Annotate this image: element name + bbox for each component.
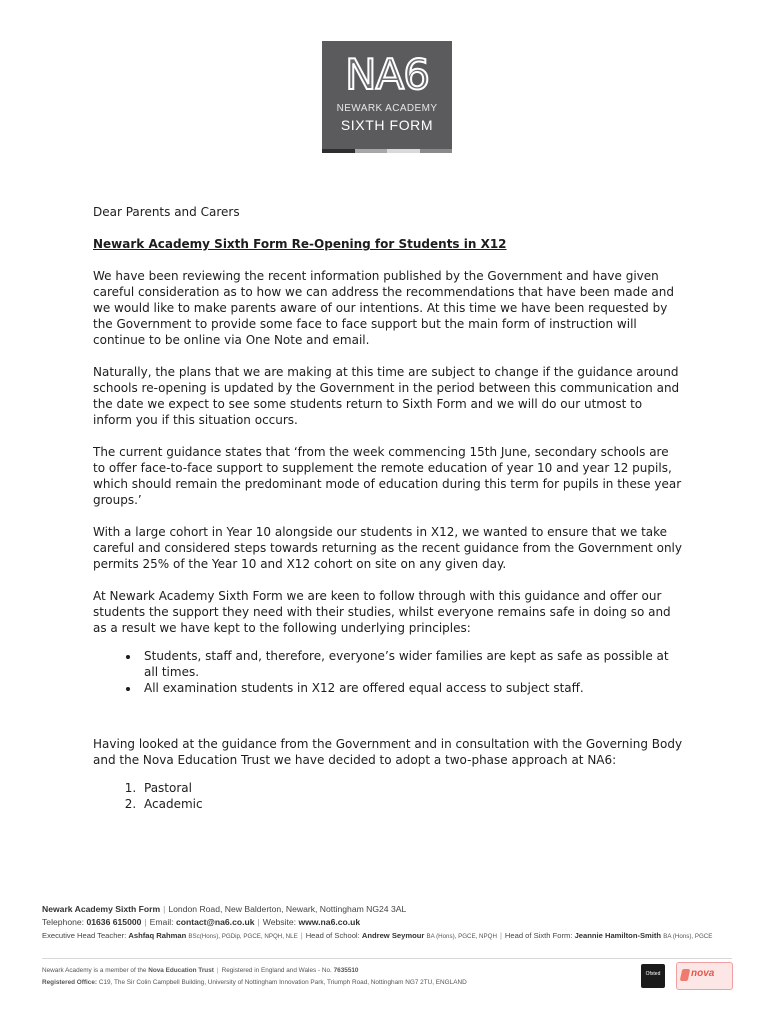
footer-staff-line: Executive Head Teacher: Ashfaq Rahman BSc(Hons), PGDip, PGCE, NPQH, NLE | Head of School: Andrew Seymour BA (Hons), PGCE, NPQH | Head of Sixth Form: Jeannie Hamilton-Smith BA (Hons), PGCE <box>42 931 713 940</box>
list-item: • Students, staff and, therefore, everyone’s wider families are kept as safe as possible at all times. <box>140 648 683 680</box>
office-address: C19, The Sir Colin Campbell Building, University of Nottingham Innovation Park, Triumph Road, Nottingham NG7 2TU, ENGLAND <box>98 979 467 986</box>
sixth-quals: BA (Hons), PGCE <box>663 933 713 940</box>
paragraph: At Newark Academy Sixth Form we are keen to follow through with this guidance and offer our students the support they need with their studies, whilst everyone remains safe in doing so and as a result we have kept to the following underlying principles: <box>93 589 671 635</box>
ofsted-badge <box>641 964 665 988</box>
paragraph: Naturally, the plans that we are making at this time are subject to change if the guidance around schools re-opening is updated by the Government in the period between this communication and the date we expect to see some students return to Sixth Form and we will do our utmost to inform you if this situation occurs. <box>93 365 680 427</box>
sixth-name: Jeannie Hamilton-Smith <box>574 931 662 940</box>
member-text: Newark Academy is a member of the <box>42 967 147 974</box>
footer-registration <box>42 965 632 989</box>
logo-mark: NA6 <box>345 50 429 99</box>
paragraph: We have been reviewing the recent information published by the Government and have given careful consideration as to how we can address the recommendations that have been made and we would like to make parents aware of our intentions. At this time we have been requested by the Government to provide some face to face support but the main form of instruction will continue to be online via One Note and email. <box>93 269 674 347</box>
exec-name: Ashfaq Rahman <box>128 931 187 940</box>
exec-quals: BSc(Hons), PGDip, PGCE, NPQH, NLE <box>188 933 298 940</box>
footer-address: London Road, New Balderton, Newark, Nottingham NG24 3AL <box>168 904 407 914</box>
website-label: Website: <box>262 917 297 927</box>
salutation: Dear Parents and Carers <box>93 205 240 219</box>
head-name: Andrew Seymour <box>361 931 425 940</box>
telephone: 01636 615000 <box>86 917 142 927</box>
registration-number: 7635510 <box>333 967 359 974</box>
head-label: Head of School: <box>305 931 360 940</box>
logo-bar <box>355 149 388 153</box>
footer-member-line: Newark Academy is a member of the Nova Education Trust | Registered in England and Wales - No. 7635510 <box>42 967 359 974</box>
exec-label: Executive Head Teacher: <box>42 931 127 940</box>
email-link[interactable]: contact@na6.co.uk <box>175 917 255 927</box>
list-item: • All examination students in X12 are offered equal access to subject staff. <box>140 680 683 696</box>
na6-logo <box>322 41 452 153</box>
member-trust: Nova Education Trust <box>148 967 214 974</box>
principles-list <box>93 648 683 696</box>
footer-contact-line: Telephone: 01636 615000 | Email: contact@na6.co.uk | Website: www.na6.co.uk <box>42 917 361 927</box>
logo-line-2: SIXTH FORM <box>340 117 434 133</box>
ofsted-label: Ofsted <box>645 971 661 977</box>
footer-org-name: Newark Academy Sixth Form <box>42 904 161 914</box>
nova-trust-logo <box>676 962 733 990</box>
nova-icon <box>680 969 691 981</box>
sixth-label: Head of Sixth Form: <box>504 931 573 940</box>
list-item: 2. Academic <box>140 796 683 812</box>
phases-list <box>93 780 683 812</box>
nova-label: nova <box>691 968 715 979</box>
logo-color-bars <box>322 149 452 153</box>
paragraph: The current guidance states that ‘from the week commencing 15th June, secondary schools are to offer face-to-face support to supplement the remote education of year 10 and year 12 pupils, which should remain the predominant mode of education during this term for pupils in these year groups.’ <box>93 445 682 507</box>
approach-intro: Having looked at the guidance from the Government and in consultation with the Governing Body and the Nova Education Trust we have decided to adopt a two-phase approach at NA6: <box>93 737 683 767</box>
registered-text: Registered in England and Wales - No. <box>221 967 332 974</box>
paragraph: With a large cohort in Year 10 alongside our students in X12, we wanted to ensure that we take careful and considered steps towards returning as the recent guidance from the Government only permits 25% of the Year 10 and X12 cohort on site on any given day. <box>93 525 682 571</box>
logo-bar <box>420 149 453 153</box>
email-label: Email: <box>149 917 174 927</box>
head-quals: BA (Hons), PGCE, NPQH <box>426 933 497 940</box>
telephone-label: Telephone: <box>42 917 85 927</box>
logo-bar <box>387 149 420 153</box>
letter-heading: Newark Academy Sixth Form Re-Opening for Students in X12 <box>93 237 507 251</box>
letterhead-footer <box>42 903 732 943</box>
office-label: Registered Office: <box>42 979 98 986</box>
footer-office-line <box>42 977 632 989</box>
logo-line-1: NEWARK ACADEMY <box>336 103 438 114</box>
letter-body <box>93 204 683 812</box>
footer-divider <box>42 958 732 959</box>
website-link[interactable]: www.na6.co.uk <box>298 917 361 927</box>
footer-address-line: Newark Academy Sixth Form | London Road, New Balderton, Newark, Nottingham NG24 3AL <box>42 904 407 914</box>
logo-bar <box>322 149 355 153</box>
list-item: 1. Pastoral <box>140 780 683 796</box>
